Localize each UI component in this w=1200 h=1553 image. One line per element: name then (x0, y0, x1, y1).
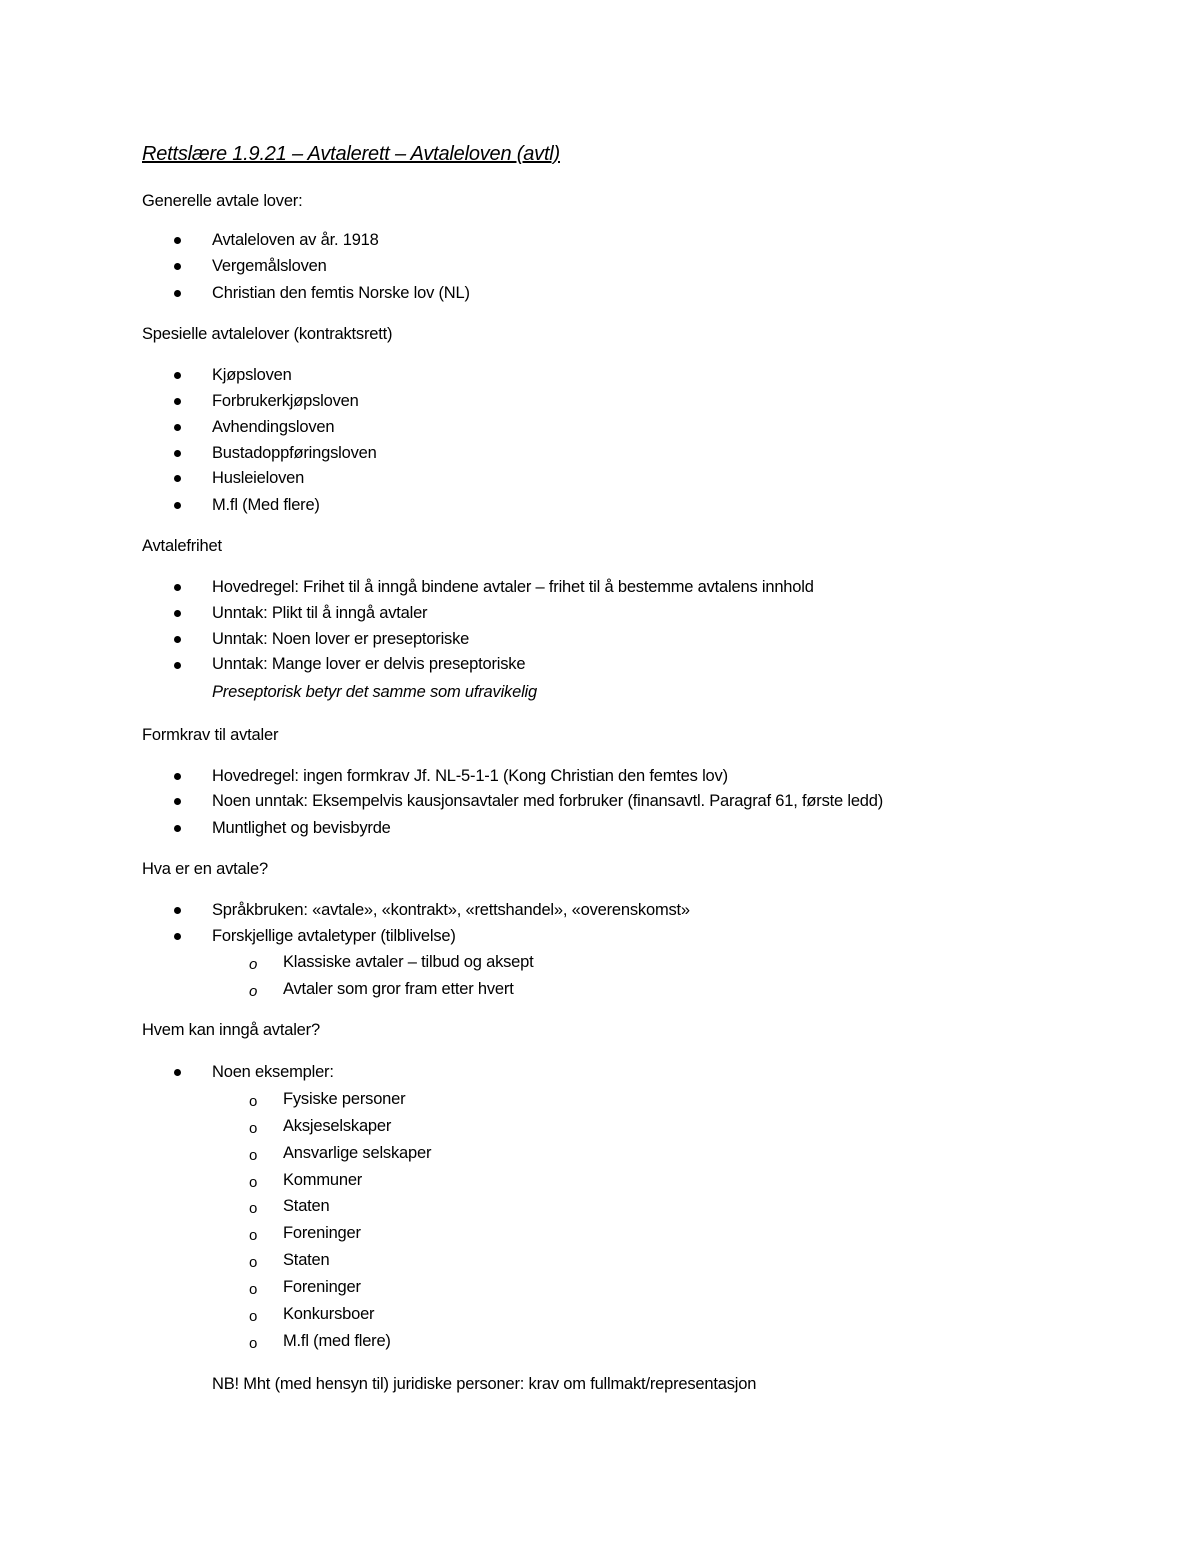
sub-bullet-icon: o (249, 1335, 258, 1352)
list-item: Unntak: Noen lover er preseptoriske (212, 630, 470, 648)
sub-bullet-icon: o (249, 1308, 258, 1325)
section-heading-avtalefrihet: Avtalefrihet (142, 537, 222, 555)
bullet-icon (174, 424, 181, 431)
list-item: Christian den femtis Norske lov (NL) (212, 284, 470, 302)
bullet-icon (174, 907, 181, 914)
sub-bullet-icon: o (249, 1281, 258, 1298)
bullet-icon (174, 398, 181, 405)
list-item: Unntak: Plikt til å inngå avtaler (212, 604, 428, 622)
list-item: Unntak: Mange lover er delvis preseptoriske (212, 655, 526, 673)
bullet-icon (174, 1069, 181, 1076)
list-item: Noen eksempler: (212, 1063, 334, 1081)
bullet-icon (174, 263, 181, 270)
nb-note: NB! Mht (med hensyn til) juridiske personer: krav om fullmakt/representasjon (212, 1375, 757, 1393)
list-item: Avtaleloven av år. 1918 (212, 231, 379, 249)
bullet-icon (174, 662, 181, 669)
list-item: Hovedregel: Frihet til å inngå bindene avtaler – frihet til å bestemme avtalens innhold (212, 578, 814, 596)
sub-bullet-icon: o (249, 1093, 258, 1110)
bullet-icon (174, 475, 181, 482)
bullet-icon (174, 237, 181, 244)
sub-list-item: Fysiske personer (283, 1090, 406, 1108)
sub-list-item: Ansvarlige selskaper (283, 1144, 432, 1162)
bullet-icon (174, 773, 181, 780)
bullet-icon (174, 290, 181, 297)
bullet-icon (174, 450, 181, 457)
list-item: Noen unntak: Eksempelvis kausjonsavtaler med forbruker (finansavtl. Paragraf 61, første ledd) (212, 792, 884, 810)
sub-bullet-icon: o (249, 1147, 258, 1164)
list-item: Husleieloven (212, 469, 305, 487)
bullet-icon (174, 636, 181, 643)
sub-bullet-icon: o (249, 983, 258, 1000)
bullet-icon (174, 372, 181, 379)
list-item: Forbrukerkjøpsloven (212, 392, 359, 410)
sub-list-item: Klassiske avtaler – tilbud og aksept (283, 953, 534, 971)
sub-list-item: Kommuner (283, 1171, 363, 1189)
section-heading-formkrav: Formkrav til avtaler (142, 726, 279, 744)
sub-bullet-icon: o (249, 1120, 258, 1137)
bullet-icon (174, 825, 181, 832)
list-item: Muntlighet og bevisbyrde (212, 819, 391, 837)
sub-bullet-icon: o (249, 1227, 258, 1244)
sub-list-item: Aksjeselskaper (283, 1117, 392, 1135)
bullet-icon (174, 933, 181, 940)
bullet-icon (174, 610, 181, 617)
sub-list-item: M.fl (med flere) (283, 1332, 391, 1350)
list-item: Avhendingsloven (212, 418, 335, 436)
sub-list-item: Staten (283, 1251, 330, 1269)
list-item: Bustadoppføringsloven (212, 444, 377, 462)
sub-bullet-icon: o (249, 1254, 258, 1271)
sub-bullet-icon: o (249, 956, 258, 973)
sub-bullet-icon: o (249, 1174, 258, 1191)
section-heading-spesielle: Spesielle avtalelover (kontraktsrett) (142, 325, 393, 343)
list-item: Hovedregel: ingen formkrav Jf. NL-5-1-1 (Kong Christian den femtes lov) (212, 767, 728, 785)
list-item: M.fl (Med flere) (212, 496, 320, 514)
section-heading-generelle: Generelle avtale lover: (142, 192, 303, 210)
bullet-icon (174, 502, 181, 509)
list-item: Forskjellige avtaletyper (tilblivelse) (212, 927, 456, 945)
sub-list-item: Foreninger (283, 1224, 361, 1242)
section-heading-hvem: Hvem kan inngå avtaler? (142, 1021, 320, 1039)
section-heading-hva: Hva er en avtale? (142, 860, 268, 878)
bullet-icon (174, 584, 181, 591)
bullet-icon (174, 798, 181, 805)
sub-list-item: Konkursboer (283, 1305, 375, 1323)
list-item: Språkbruken: «avtale», «kontrakt», «rettshandel», «overenskomst» (212, 901, 690, 919)
sub-bullet-icon: o (249, 1200, 258, 1217)
document-title: Rettslære 1.9.21 – Avtalerett – Avtaleloven (avtl) (142, 143, 560, 165)
list-item: Vergemålsloven (212, 257, 327, 275)
sub-list-item: Foreninger (283, 1278, 361, 1296)
sub-list-item: Avtaler som gror fram etter hvert (283, 980, 514, 998)
sub-list-item: Staten (283, 1197, 330, 1215)
italic-note: Preseptorisk betyr det samme som ufravikelig (212, 683, 537, 701)
list-item: Kjøpsloven (212, 366, 292, 384)
